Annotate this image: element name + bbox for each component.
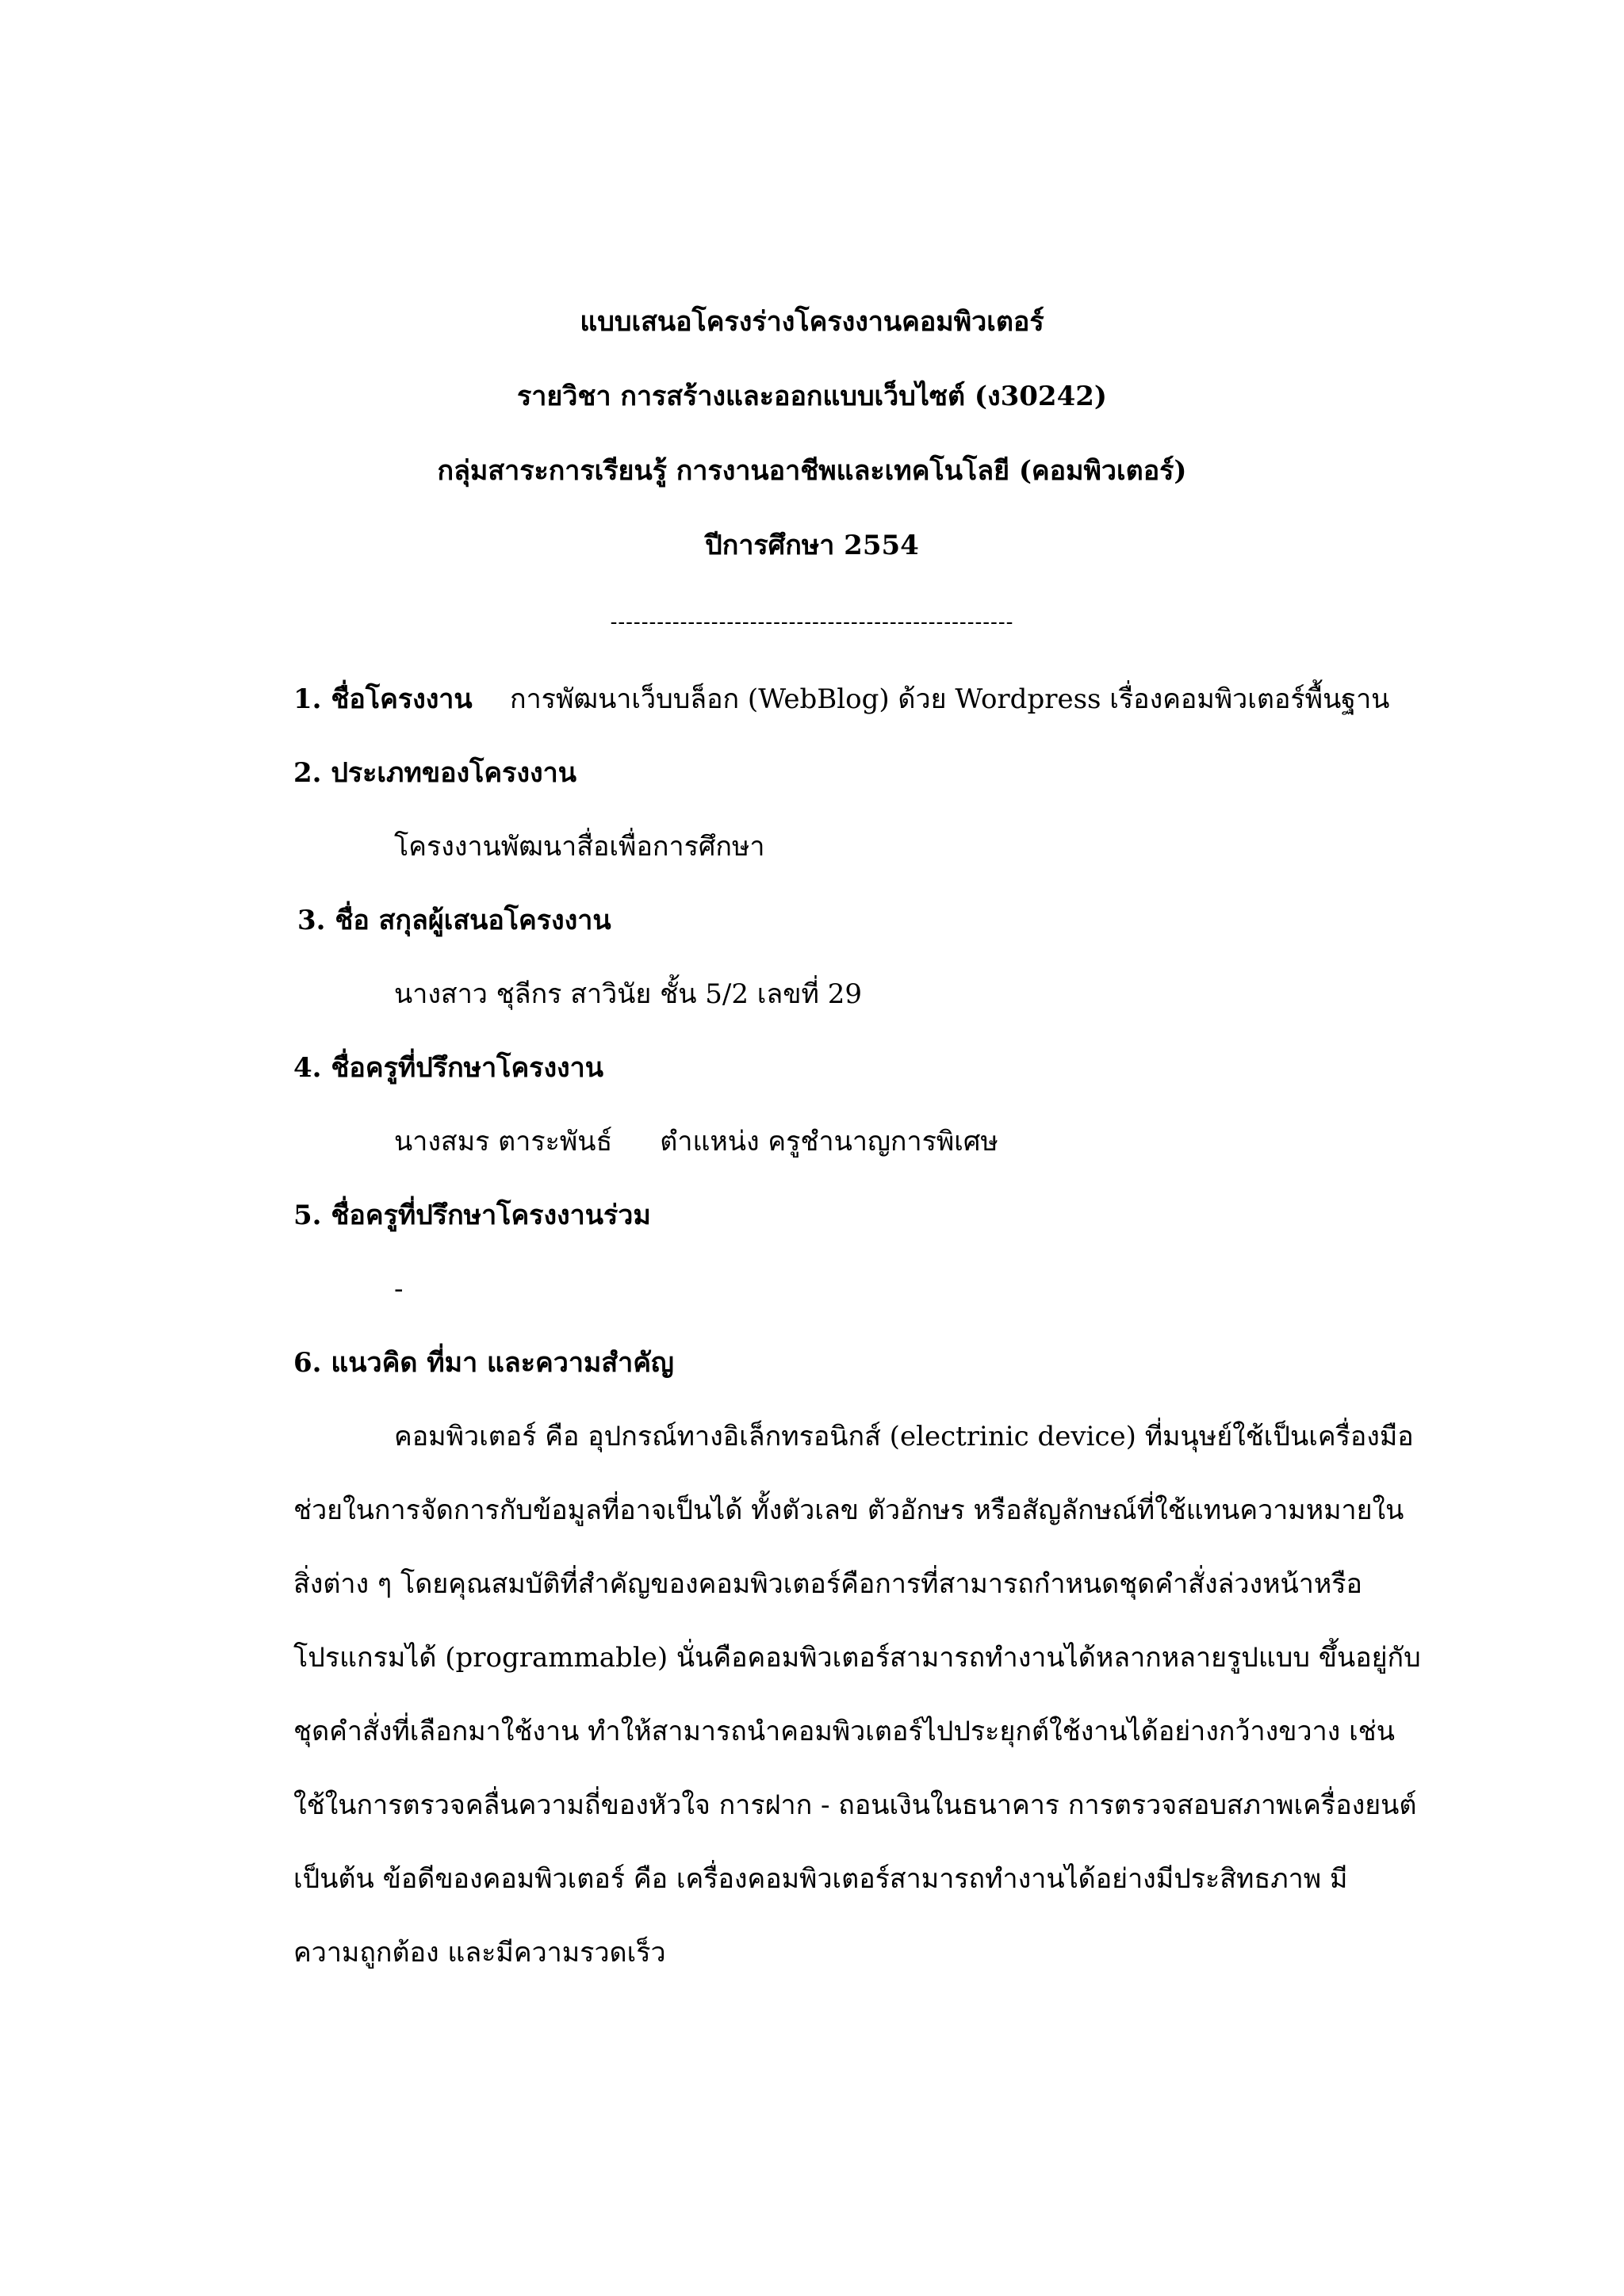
paragraph-line: โปรแกรมได้ (programmable) นั่นคือคอมพิวเตอร์สามารถทำงานได้หลากหลายรูปแบบ ขึ้นอยู่กับ xyxy=(293,1642,1421,1674)
divider-line: ---------------------------------------------------- xyxy=(610,610,1014,634)
advisor-position: ตำแหน่ง ครูชำนาญการพิเศษ xyxy=(660,1126,998,1158)
advisor-line xyxy=(394,1124,998,1159)
section-2-heading: 2. ประเภทของโครงงาน xyxy=(293,757,576,789)
paragraph-line: ชุดคำสั่งที่เลือกมาใช้งาน ทำให้สามารถนำคอมพิวเตอร์ไปประยุกต์ใช้งานได้อย่างกว้างขวาง เช่น xyxy=(293,1716,1396,1747)
proposer-name: นางสาว ชุลีกร สาวินัย ชั้น 5/2 เลขที่ 29 xyxy=(394,978,862,1010)
project-type: โครงงานพัฒนาสื่อเพื่อการศึกษา xyxy=(394,831,765,863)
paragraph-line: ช่วยในการจัดการกับข้อมูลที่อาจเป็นได้ ทั้งตัวเลข ตัวอักษร หรือสัญลักษณ์ที่ใช้แทนความหมายใน xyxy=(293,1494,1404,1526)
paragraph-line: คอมพิวเตอร์ คือ อุปกรณ์ทางอิเล็กทรอนิกส์ (electrinic device) ที่มนุษย์ใช้เป็นเครื่องมือ xyxy=(394,1421,1414,1452)
academic-year-title: ปีการศึกษา 2554 xyxy=(705,530,919,561)
project-name: การพัฒนาเว็บบล็อก (WebBlog) ด้วย Wordpress เรื่องคอมพิวเตอร์พื้นฐาน xyxy=(510,683,1390,715)
section-4-heading: 4. ชื่อครูที่ปรึกษาโครงงาน xyxy=(293,1052,603,1084)
course-title: รายวิชา การสร้างและออกแบบเว็บไซต์ (ง30242) xyxy=(517,381,1107,412)
paragraph-line: ใช้ในการตรวจคลื่นความถี่ของหัวใจ การฝาก - ถอนเงินในธนาคาร การตรวจสอบสภาพเครื่องยนต์ xyxy=(293,1789,1417,1821)
section-1-label: 1. ชื่อโครงงาน xyxy=(293,683,473,715)
document-title: แบบเสนอโครงร่างโครงงานคอมพิวเตอร์ xyxy=(580,306,1044,338)
advisor-name: นางสมร ตาระพันธ์ xyxy=(394,1126,613,1158)
paragraph-line: เป็นต้น ข้อดีของคอมพิวเตอร์ คือ เครื่องคอมพิวเตอร์สามารถทำงานได้อย่างมีประสิทธภาพ มี xyxy=(293,1863,1348,1895)
section-3-heading: 3. ชื่อ สกุลผู้เสนอโครงงาน xyxy=(297,905,611,936)
section-1-heading xyxy=(293,682,1389,717)
co-advisor-name: - xyxy=(394,1273,404,1305)
paragraph-line: ความถูกต้อง และมีความรวดเร็ว xyxy=(293,1937,666,1969)
subject-group-title: กลุ่มสาระการเรียนรู้ การงานอาชีพและเทคโนโลยี (คอมพิวเตอร์) xyxy=(437,455,1187,487)
section-5-heading: 5. ชื่อครูที่ปรึกษาโครงงานร่วม xyxy=(293,1200,651,1231)
section-6-heading: 6. แนวคิด ที่มา และความสำคัญ xyxy=(293,1347,674,1379)
paragraph-line: สิ่งต่าง ๆ โดยคุณสมบัติที่สำคัญของคอมพิวเตอร์คือการที่สามารถกำหนดชุดคำสั่งล่วงหน้าหรือ xyxy=(293,1568,1362,1600)
